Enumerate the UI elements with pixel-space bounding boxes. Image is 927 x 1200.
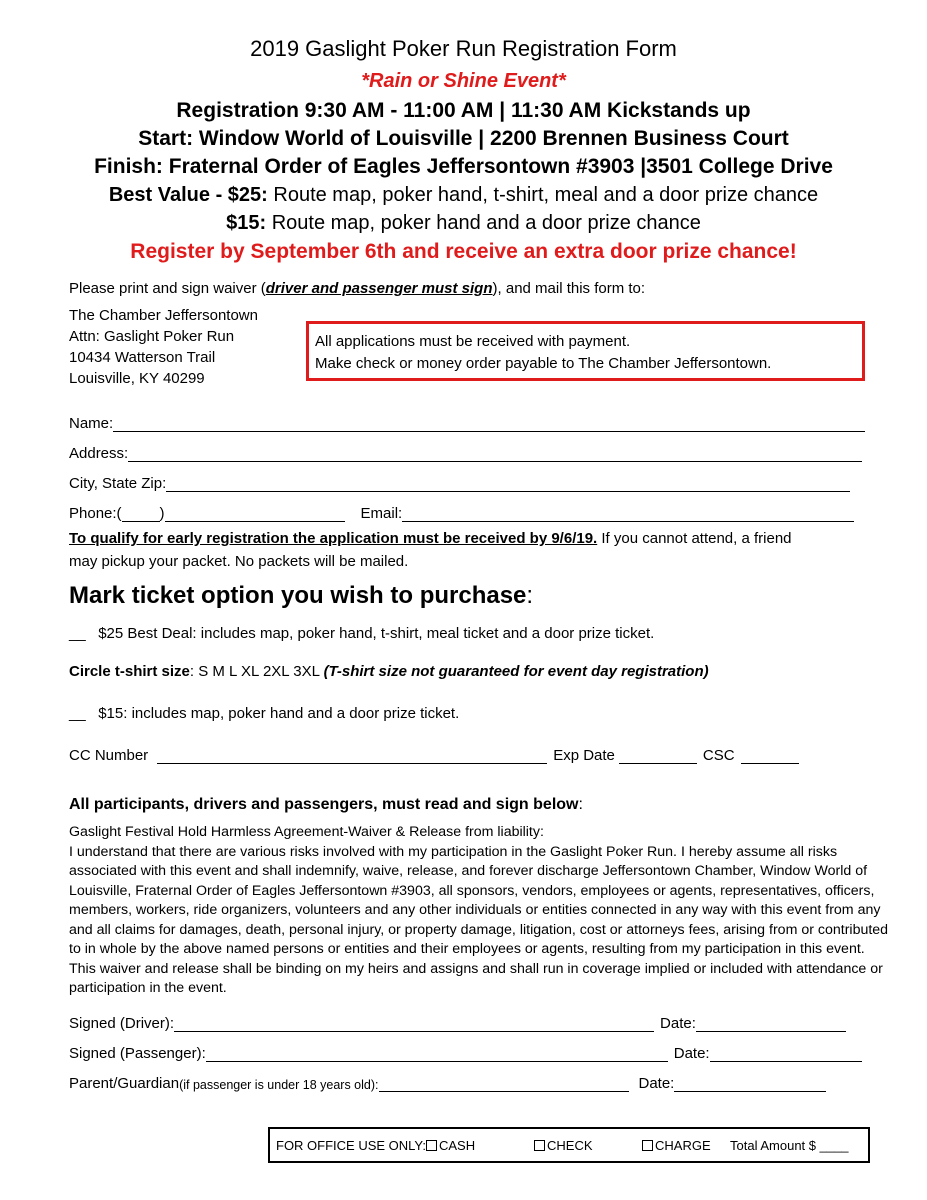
value15-line <box>0 212 927 235</box>
area-code-input-line[interactable] <box>122 505 160 522</box>
mailing-address <box>69 305 258 389</box>
driver-signature-line[interactable] <box>174 1015 654 1032</box>
value15-label: $15: <box>226 212 267 234</box>
ticket-heading-colon: : <box>526 582 534 609</box>
csc-label: CSC <box>702 747 735 764</box>
address-line: Attn: Gaslight Poker Run <box>69 328 235 345</box>
address-line: 10434 Watterson Trail <box>69 349 216 366</box>
instructions-post: ), and mail this form to: <box>492 280 646 297</box>
address-line: Louisville, KY 40299 <box>69 370 205 387</box>
name-label: Name: <box>69 415 114 432</box>
cc-label: CC Number <box>69 747 149 764</box>
city-input-line[interactable] <box>166 475 850 492</box>
guardian-date-label: Date: <box>638 1075 675 1092</box>
payment-notice-box <box>306 321 865 381</box>
guardian-signature-row <box>69 1075 826 1092</box>
rain-or-shine: *Rain or Shine Event* <box>361 70 566 92</box>
early-note-line1 <box>69 530 792 547</box>
exp-label: Exp Date <box>553 747 615 764</box>
tshirt-sizes[interactable]: : S M L XL 2XL 3XL <box>189 663 324 680</box>
tshirt-note: (T-shirt size not guaranteed for event day registration) <box>323 663 709 680</box>
email-label: Email: <box>360 505 403 522</box>
option-25-row <box>69 625 654 642</box>
waiver-body: I understand that there are various risks involved with my participation in the Gaslight Poker Run. I hereby assume all risks associated with this event and shall indemnify, waive, release, and forever discharge Jeffersontown Chamber, Window World of Louisville, Fraternal Order of Eagles Jeffersontown #3903, all sponsors, vendors, employees or agents, representatives, officers, members, workers, ride organizers, volunteers and any other individuals or entities connected in any way with this event from any and all claims for damages, death, personal injury, or property damage, litigation, cost or attorneys fees, arising from or contributed to in whole by the above named persons or entities and their employees or agents, resulting from my participation in this event. This waiver and release shall be binding on my heirs and assigns and shall run in coverage implied or included with attendance or participation in the event. <box>69 843 889 996</box>
city-row <box>69 475 850 492</box>
instructions-pre: Please print and sign waiver ( <box>69 280 266 297</box>
notice-line: All applications must be received with payment. <box>315 333 631 350</box>
office-cash-option[interactable] <box>426 1138 475 1153</box>
payment-row <box>69 747 799 764</box>
passenger-date-label: Date: <box>673 1045 710 1062</box>
instructions-emphasis: driver and passenger must sign <box>265 280 493 297</box>
office-label: FOR OFFICE USE ONLY: <box>276 1138 427 1153</box>
office-check-label: CHECK <box>547 1138 593 1153</box>
name-input-line[interactable] <box>113 415 865 432</box>
office-use-box <box>268 1127 870 1163</box>
early-note-rest: If you cannot attend, a friend <box>597 530 792 547</box>
cc-input-line[interactable] <box>157 747 547 764</box>
driver-date-line[interactable] <box>696 1015 846 1032</box>
csc-input-line[interactable] <box>741 747 799 764</box>
option-15-text: $15: includes map, poker hand and a door prize ticket. <box>98 705 460 722</box>
best-value-label: Best Value - $25: <box>108 184 268 206</box>
waiver-title: Gaslight Festival Hold Harmless Agreement-Waiver & Release from liability: <box>69 824 544 840</box>
exp-input-line[interactable] <box>619 747 697 764</box>
waiver-heading <box>69 796 583 814</box>
option-25-blank[interactable]: __ <box>69 625 86 642</box>
checkbox-icon[interactable] <box>642 1140 653 1151</box>
passenger-date-line[interactable] <box>710 1045 862 1062</box>
waiver-heading-colon: : <box>578 796 583 813</box>
option-15-blank[interactable]: __ <box>69 705 86 722</box>
start-location: Start: Window World of Louisville | 2200 Brennen Business Court <box>138 127 789 150</box>
driver-date-label: Date: <box>660 1015 696 1032</box>
phone-close-paren: ) <box>159 505 165 522</box>
office-charge-label: CHARGE <box>655 1138 711 1153</box>
early-note-line2: may pickup your packet. No packets will be mailed. <box>69 553 409 570</box>
passenger-signature-line[interactable] <box>206 1045 668 1062</box>
guardian-note: (if passenger is under 18 years old): <box>179 1078 379 1092</box>
email-input-line[interactable] <box>402 505 854 522</box>
early-registration-banner: Register by September 6th and receive an extra door prize chance! <box>130 240 797 263</box>
phone-label: Phone:( <box>69 505 122 522</box>
registration-times: Registration 9:30 AM - 11:00 AM | 11:30 AM Kickstands up <box>176 99 751 122</box>
office-total: Total Amount $ ____ <box>730 1138 849 1153</box>
early-note-bold: To qualify for early registration the application must be received by 9/6/19. <box>69 530 598 547</box>
phone-input-line[interactable] <box>165 505 345 522</box>
address-line: The Chamber Jeffersontown <box>69 307 258 324</box>
waiver-text <box>69 823 891 999</box>
best-value-line <box>0 184 927 207</box>
value15-text: Route map, poker hand and a door prize chance <box>266 212 701 234</box>
guardian-date-line[interactable] <box>674 1075 826 1092</box>
form-title: 2019 Gaslight Poker Run Registration Form <box>250 36 677 61</box>
tshirt-label: Circle t-shirt size <box>69 663 190 680</box>
phone-email-row <box>69 505 854 522</box>
ticket-heading <box>69 582 533 610</box>
address-input-line[interactable] <box>128 445 862 462</box>
checkbox-icon[interactable] <box>534 1140 545 1151</box>
address-row <box>69 445 862 462</box>
mail-instructions <box>69 280 645 297</box>
driver-signature-row <box>69 1015 846 1032</box>
name-row <box>69 415 865 432</box>
notice-line: Make check or money order payable to The Chamber Jeffersontown. <box>315 355 772 372</box>
best-value-text: Route map, poker hand, t-shirt, meal and a door prize chance <box>267 184 819 206</box>
passenger-signature-row <box>69 1045 862 1062</box>
option-15-row <box>69 705 459 722</box>
option-25-text: $25 Best Deal: includes map, poker hand, t-shirt, meal ticket and a door prize ticket. <box>98 625 655 642</box>
address-label: Address: <box>69 445 129 462</box>
passenger-label: Signed (Passenger): <box>69 1045 206 1062</box>
driver-label: Signed (Driver): <box>69 1015 175 1032</box>
office-check-option[interactable] <box>534 1138 593 1153</box>
city-label: City, State Zip: <box>69 475 167 492</box>
guardian-label: Parent/Guardian <box>69 1075 180 1092</box>
office-charge-option[interactable] <box>642 1138 711 1153</box>
finish-location: Finish: Fraternal Order of Eagles Jeffersontown #3903 |3501 College Drive <box>94 155 833 178</box>
waiver-heading-text: All participants, drivers and passengers, must read and sign below <box>69 796 579 813</box>
checkbox-icon[interactable] <box>426 1140 437 1151</box>
ticket-heading-text: Mark ticket option you wish to purchase <box>69 582 527 609</box>
tshirt-row <box>69 663 709 680</box>
office-cash-label: CASH <box>439 1138 476 1153</box>
guardian-signature-line[interactable] <box>379 1075 629 1092</box>
